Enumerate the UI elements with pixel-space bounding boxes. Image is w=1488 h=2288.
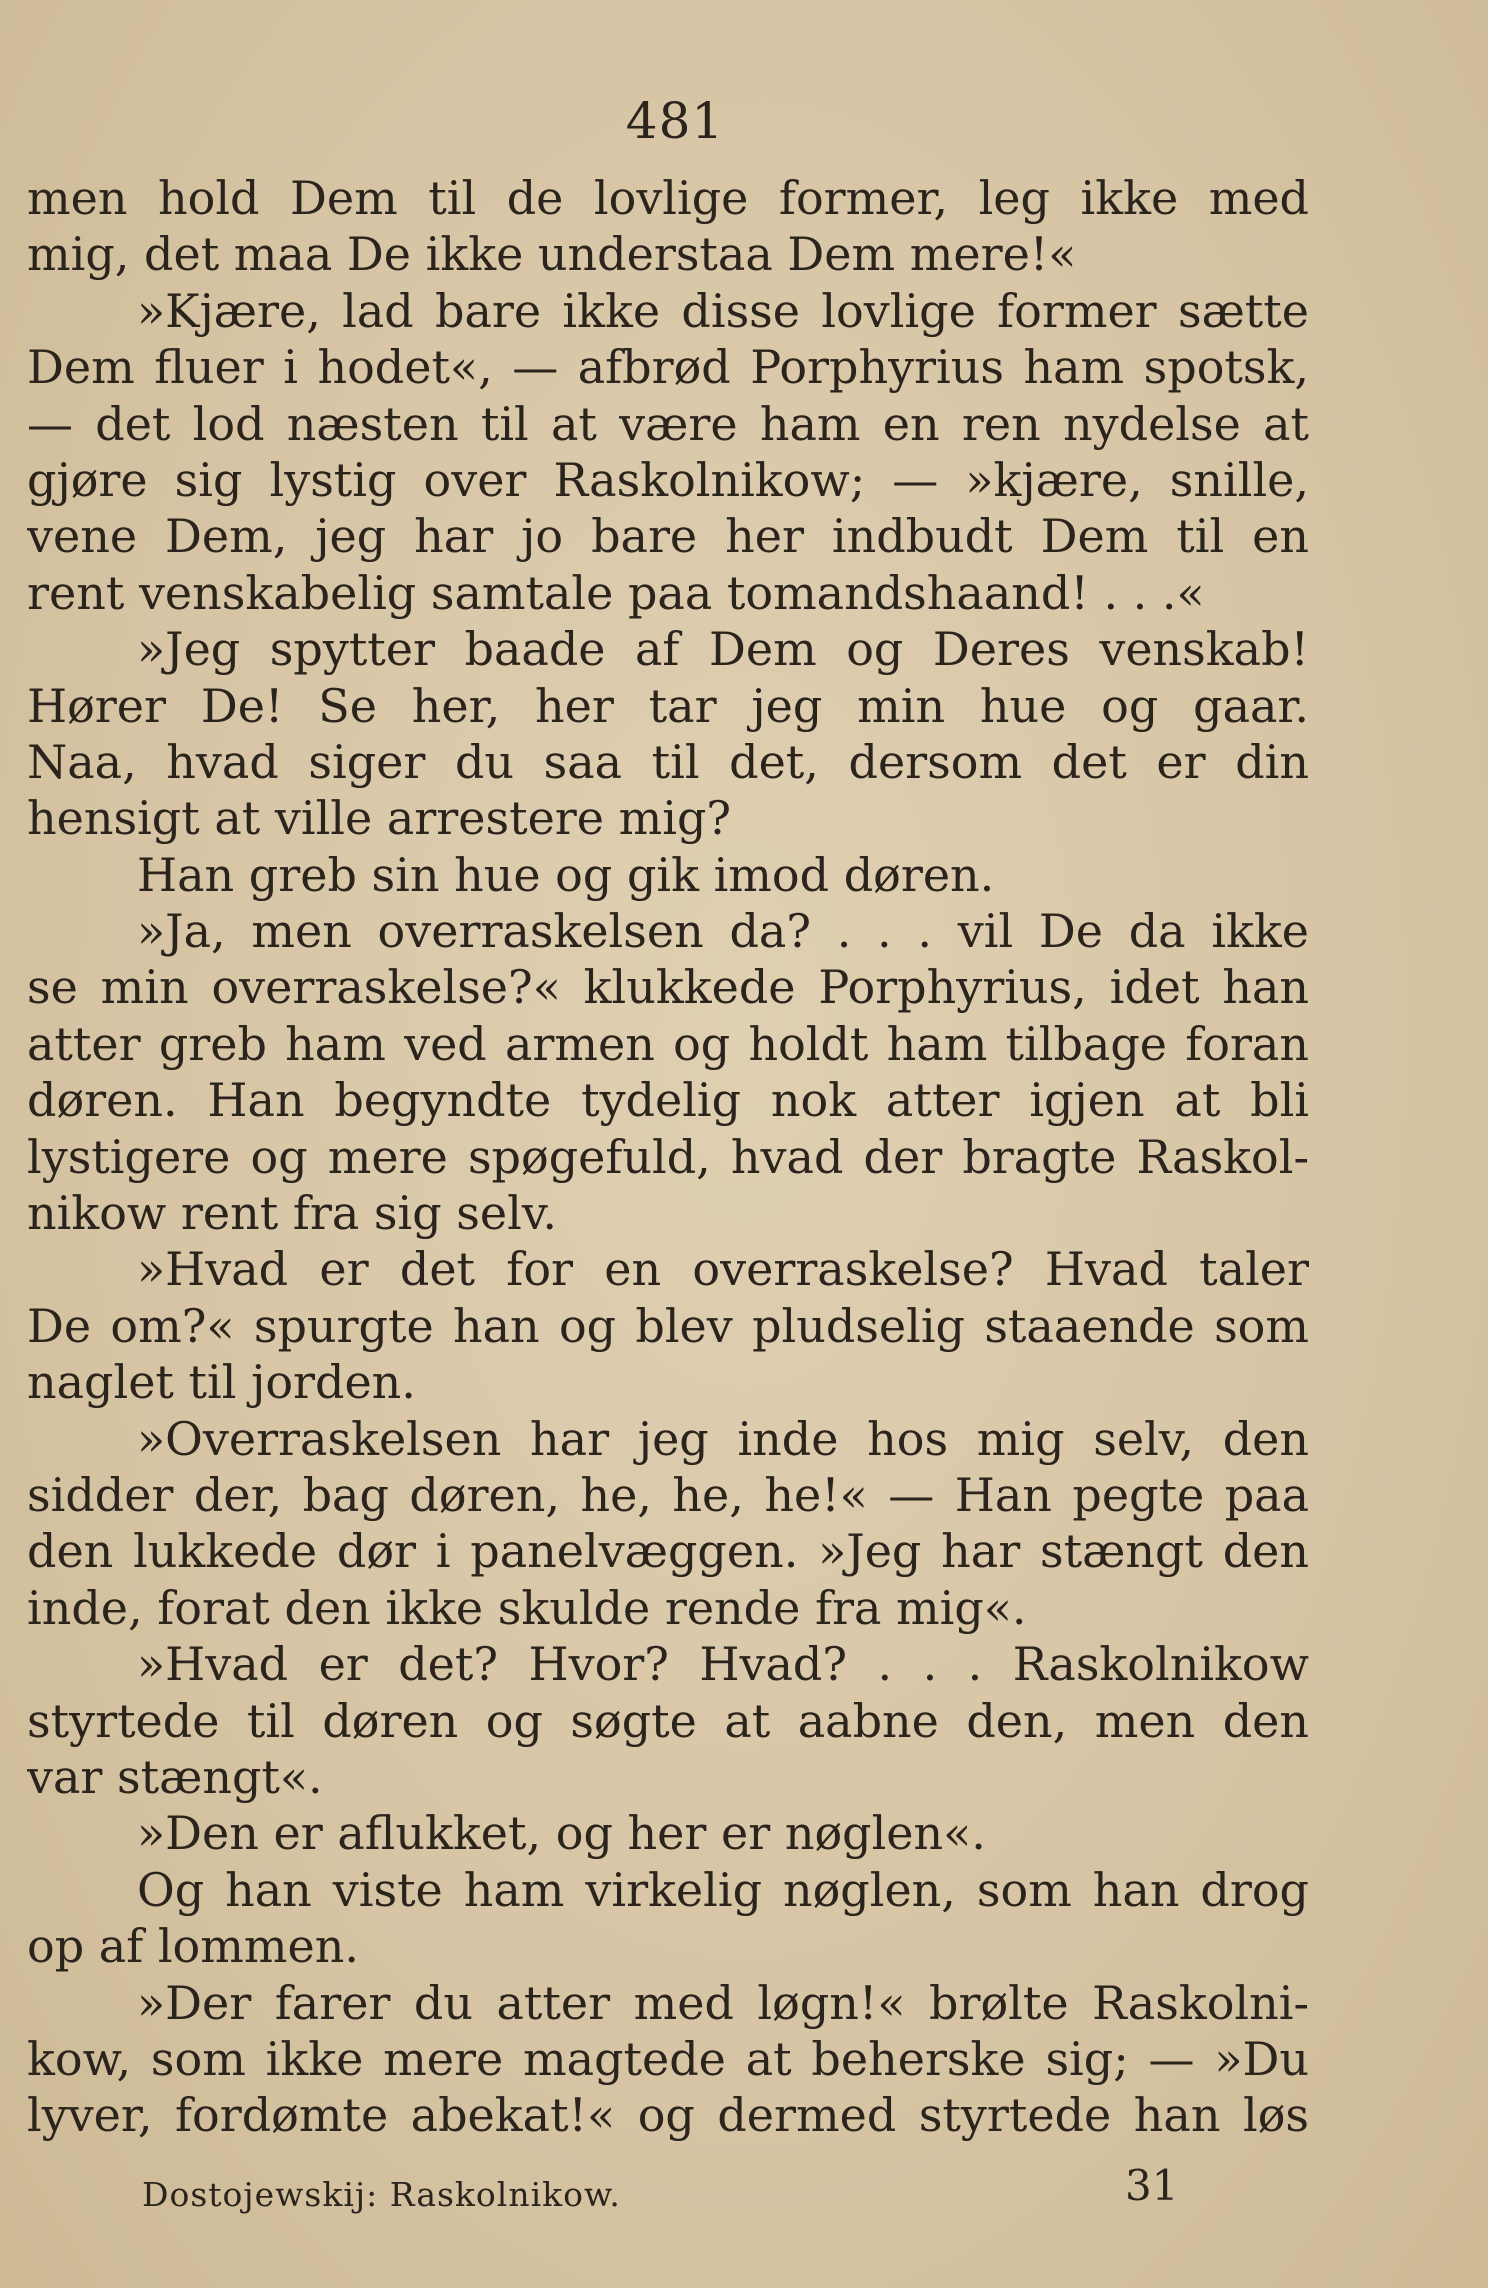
text-line: Og han viste ham virkelig nøglen, som han drog (137, 1862, 1309, 1917)
text-line: den lukkede dør i panelvæggen. »Jeg har stængt den (27, 1524, 1309, 1579)
text-line: naglet til jorden. (27, 1355, 416, 1410)
text-line: — det lod næsten til at være ham en ren nydelse at (27, 396, 1309, 451)
text-line: Dem fluer i hodet«, — afbrød Porphyrius ham spotsk, (27, 340, 1309, 395)
text-line: mig, det maa De ikke understaa Dem mere!« (27, 227, 1077, 282)
text-line: lystigere og mere spøgefuld, hvad der bragte Raskol- (27, 1129, 1309, 1184)
text-line: men hold Dem til de lovlige former, leg ikke med (27, 171, 1309, 225)
text-line: »Jeg spytter baade af Dem og Deres venskab! (137, 622, 1309, 677)
text-line: atter greb ham ved armen og holdt ham tilbage foran (27, 1016, 1309, 1071)
page-footer (0, 2155, 1488, 2215)
text-line: »Der farer du atter med løgn!« brølte Raskolni- (137, 1975, 1309, 2030)
text-line: rent venskabelig samtale paa tomandshaand! . . .« (27, 565, 1205, 620)
text-line: »Hvad er det? Hvor? Hvad? . . . Raskolnikow (137, 1637, 1309, 1692)
signature-mark: 31 (1125, 2161, 1179, 2210)
text-line: op af lommen. (27, 1919, 359, 1974)
text-line: se min overraskelse?« klukkede Porphyrius, idet han (27, 960, 1309, 1015)
text-line: sidder der, bag døren, he, he, he!« — Han pegte paa (27, 1467, 1309, 1522)
text-line: Hører De! Se her, her tar jeg min hue og gaar. (27, 678, 1309, 733)
text-line: »Ja, men overraskelsen da? . . . vil De da ikke (137, 904, 1309, 959)
text-line: Naa, hvad siger du saa til det, dersom det er din (27, 734, 1309, 789)
text-line: »Hvad er det for en overraskelse? Hvad taler (137, 1242, 1309, 1297)
text-line: lyver, fordømte abekat!« og dermed styrtede han løs (27, 2088, 1309, 2143)
body-text (27, 170, 1309, 2144)
text-line: gjøre sig lystig over Raskolnikow; — »kjære, snille, (27, 452, 1309, 507)
text-line: Han greb sin hue og gik imod døren. (137, 847, 995, 902)
text-line: vene Dem, jeg har jo bare her indbudt Dem til en (27, 509, 1309, 564)
text-line: De om?« spurgte han og blev pludselig staaende som (27, 1298, 1309, 1353)
footer-title: Dostojewskij: Raskolnikow. (142, 2175, 621, 2214)
page-number: 481 (625, 92, 725, 150)
text-line: kow, som ikke mere magtede at beherske sig; — »Du (27, 2031, 1309, 2086)
text-line: inde, forat den ikke skulde rende fra mig«. (27, 1580, 1027, 1635)
text-line: »Kjære, lad bare ikke disse lovlige former sætte (137, 283, 1309, 338)
text-line: døren. Han begyndte tydelig nok atter igjen at bli (27, 1073, 1309, 1128)
text-line: nikow rent fra sig selv. (27, 1186, 557, 1241)
text-line: »Overraskelsen har jeg inde hos mig selv, den (137, 1411, 1309, 1466)
text-line: hensigt at ville arrestere mig? (27, 791, 732, 846)
text-line: var stængt«. (27, 1749, 323, 1804)
text-line: styrtede til døren og søgte at aabne den, men den (27, 1693, 1309, 1748)
text-line: »Den er aflukket, og her er nøglen«. (137, 1806, 986, 1861)
